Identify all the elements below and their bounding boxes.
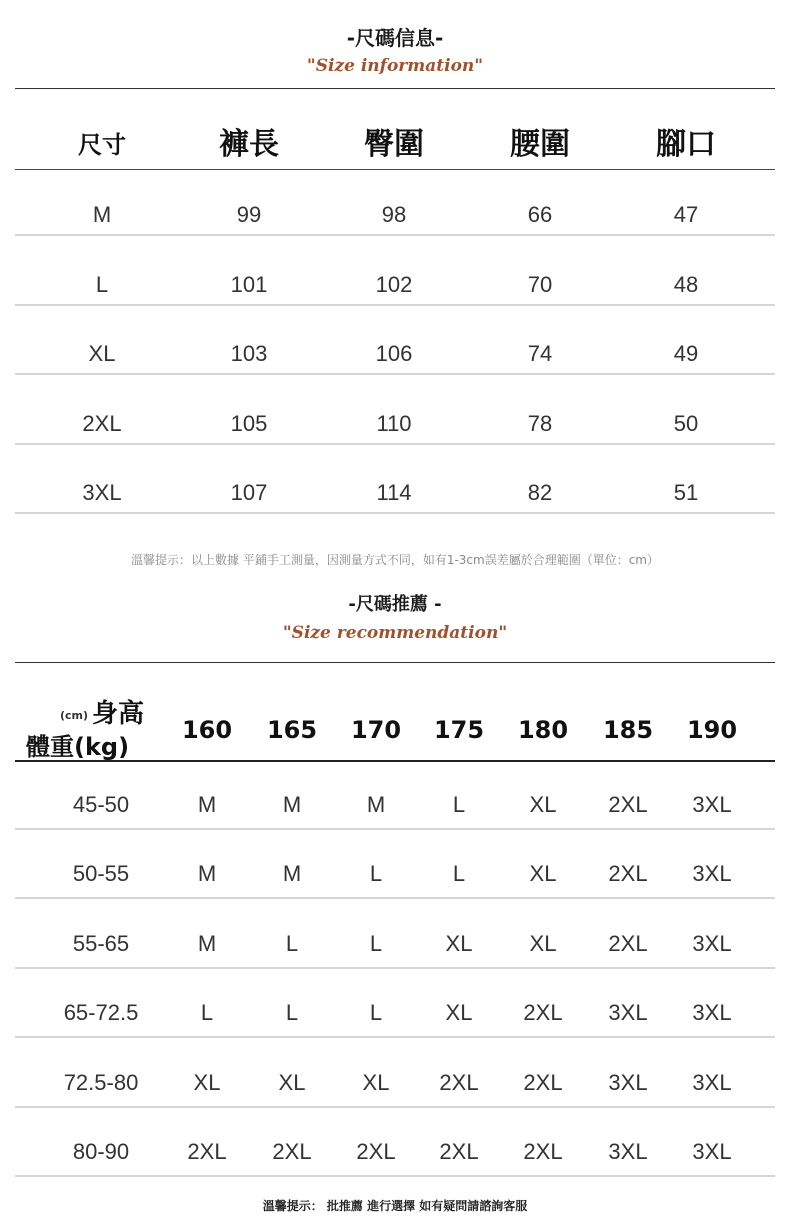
size-info-title: -尺碼信息- <box>346 26 444 50</box>
table-cell: 102 <box>375 272 413 297</box>
size-cell: 3XL <box>692 792 732 817</box>
size-cell: M <box>282 792 302 817</box>
weight-range-cell: 72.5-80 <box>63 1070 139 1095</box>
size-cell: 3XL <box>692 1139 732 1164</box>
size-cell: L <box>285 1000 299 1025</box>
size-cell: XL <box>193 1070 221 1095</box>
table-cell: 98 <box>381 202 407 227</box>
table-row <box>0 785 790 825</box>
size-cell: M <box>282 861 302 886</box>
table-row <box>0 924 790 964</box>
table-row <box>0 404 790 444</box>
height-170: 170 <box>350 716 402 744</box>
size-info-header-row <box>0 125 790 165</box>
size-cell: 3XL <box>692 861 732 886</box>
height-190: 190 <box>686 716 738 744</box>
size-cell: XL <box>362 1070 390 1095</box>
size-cell: 2XL <box>608 931 648 956</box>
measurement-note: 溫馨提示：以上數據 平鋪手工測量，因測量方式不同，如有1-3cm誤差屬於合理範圍（單位：cm） <box>131 553 659 567</box>
table-row <box>0 195 790 235</box>
weight-range-cell: 50-55 <box>72 861 130 886</box>
table-cell: 51 <box>673 480 699 505</box>
table-cell: 99 <box>236 202 262 227</box>
table-row <box>0 1063 790 1103</box>
size-cell: XL <box>445 931 473 956</box>
size-cell: 3XL <box>692 1000 732 1025</box>
height-160: 160 <box>181 716 233 744</box>
table-cell: 114 <box>376 480 412 505</box>
size-cell: 3XL <box>608 1000 648 1025</box>
size-info-subtitle: "Size information" <box>306 56 484 76</box>
size-cell: L <box>369 931 383 956</box>
height-180: 180 <box>517 716 569 744</box>
height-165: 165 <box>266 716 318 744</box>
size-cell: M <box>197 931 217 956</box>
weight-range-cell: 65-72.5 <box>63 1000 139 1025</box>
row-divider <box>15 512 775 514</box>
size-cell: L <box>452 861 466 886</box>
table-cell: 103 <box>230 341 268 366</box>
recommendation-note: 溫馨提示： 批推薦 進行選擇 如有疑問請諮詢客服 <box>262 1199 528 1213</box>
size-cell: 2XL <box>439 1139 479 1164</box>
size-cell: XL <box>529 861 557 886</box>
table-cell: 107 <box>230 480 268 505</box>
row-divider <box>15 443 775 445</box>
height-185: 185 <box>602 716 654 744</box>
size-cell: 2XL <box>356 1139 396 1164</box>
divider <box>15 760 775 762</box>
row-divider <box>15 1175 775 1177</box>
table-cell: 2XL <box>82 411 122 436</box>
divider <box>15 662 775 663</box>
size-cell: XL <box>529 931 557 956</box>
divider <box>15 88 775 89</box>
size-rec-title: -尺碼推薦 - <box>348 594 442 615</box>
size-cell: 3XL <box>692 931 732 956</box>
size-cell: 2XL <box>523 1070 563 1095</box>
height-header-row <box>0 710 790 750</box>
size-rec-subtitle: "Size recommendation" <box>282 623 508 643</box>
size-cell: 3XL <box>692 1070 732 1095</box>
header-hem: 腳口 <box>656 127 716 162</box>
divider <box>15 169 775 170</box>
row-divider <box>15 1106 775 1108</box>
table-cell: 78 <box>527 411 553 436</box>
table-cell: L <box>95 272 109 297</box>
table-cell: 48 <box>673 272 699 297</box>
size-cell: 2XL <box>608 861 648 886</box>
header-hip: 臀圍 <box>364 127 424 162</box>
size-cell: L <box>200 1000 214 1025</box>
size-cell: 2XL <box>608 792 648 817</box>
size-cell: XL <box>529 792 557 817</box>
table-cell: 3XL <box>82 480 122 505</box>
table-row <box>0 1132 790 1172</box>
size-cell: 2XL <box>439 1070 479 1095</box>
table-cell: 66 <box>527 202 553 227</box>
size-cell: 3XL <box>608 1070 648 1095</box>
table-cell: 101 <box>230 272 268 297</box>
size-cell: 2XL <box>272 1139 312 1164</box>
header-waist: 腰圍 <box>510 127 570 162</box>
size-cell: 2XL <box>523 1139 563 1164</box>
height-label: 身高 <box>92 699 145 729</box>
size-cell: L <box>369 861 383 886</box>
unit-label: (cm) <box>60 709 89 722</box>
row-divider <box>15 967 775 969</box>
size-cell: M <box>366 792 386 817</box>
row-divider <box>15 897 775 899</box>
table-cell: 74 <box>527 341 553 366</box>
table-row <box>0 854 790 894</box>
row-divider <box>15 234 775 236</box>
size-cell: M <box>197 861 217 886</box>
row-divider <box>15 304 775 306</box>
table-cell: 82 <box>527 480 553 505</box>
size-cell: 2XL <box>523 1000 563 1025</box>
header-length: 褲長 <box>219 127 279 162</box>
weight-label: 體重(kg) <box>26 733 130 761</box>
table-row <box>0 473 790 513</box>
table-cell: 50 <box>673 411 699 436</box>
table-row <box>0 334 790 374</box>
table-cell: 110 <box>376 411 412 436</box>
size-cell: 2XL <box>187 1139 227 1164</box>
row-divider <box>15 373 775 375</box>
table-cell: XL <box>88 341 116 366</box>
table-cell: 70 <box>527 272 553 297</box>
size-cell: 3XL <box>608 1139 648 1164</box>
height-175: 175 <box>433 716 485 744</box>
weight-range-cell: 45-50 <box>72 792 130 817</box>
table-row <box>0 265 790 305</box>
row-divider <box>15 1036 775 1038</box>
table-cell: 105 <box>230 411 268 436</box>
table-cell: M <box>92 202 112 227</box>
size-cell: L <box>285 931 299 956</box>
size-cell: L <box>369 1000 383 1025</box>
weight-range-cell: 80-90 <box>72 1139 130 1164</box>
size-cell: M <box>197 792 217 817</box>
table-cell: 106 <box>375 341 413 366</box>
table-cell: 47 <box>673 202 699 227</box>
header-size: 尺寸 <box>78 131 126 159</box>
table-cell: 49 <box>673 341 699 366</box>
size-cell: XL <box>445 1000 473 1025</box>
size-cell: XL <box>278 1070 306 1095</box>
size-cell: L <box>452 792 466 817</box>
table-row <box>0 993 790 1033</box>
weight-range-cell: 55-65 <box>72 931 130 956</box>
row-divider <box>15 828 775 830</box>
